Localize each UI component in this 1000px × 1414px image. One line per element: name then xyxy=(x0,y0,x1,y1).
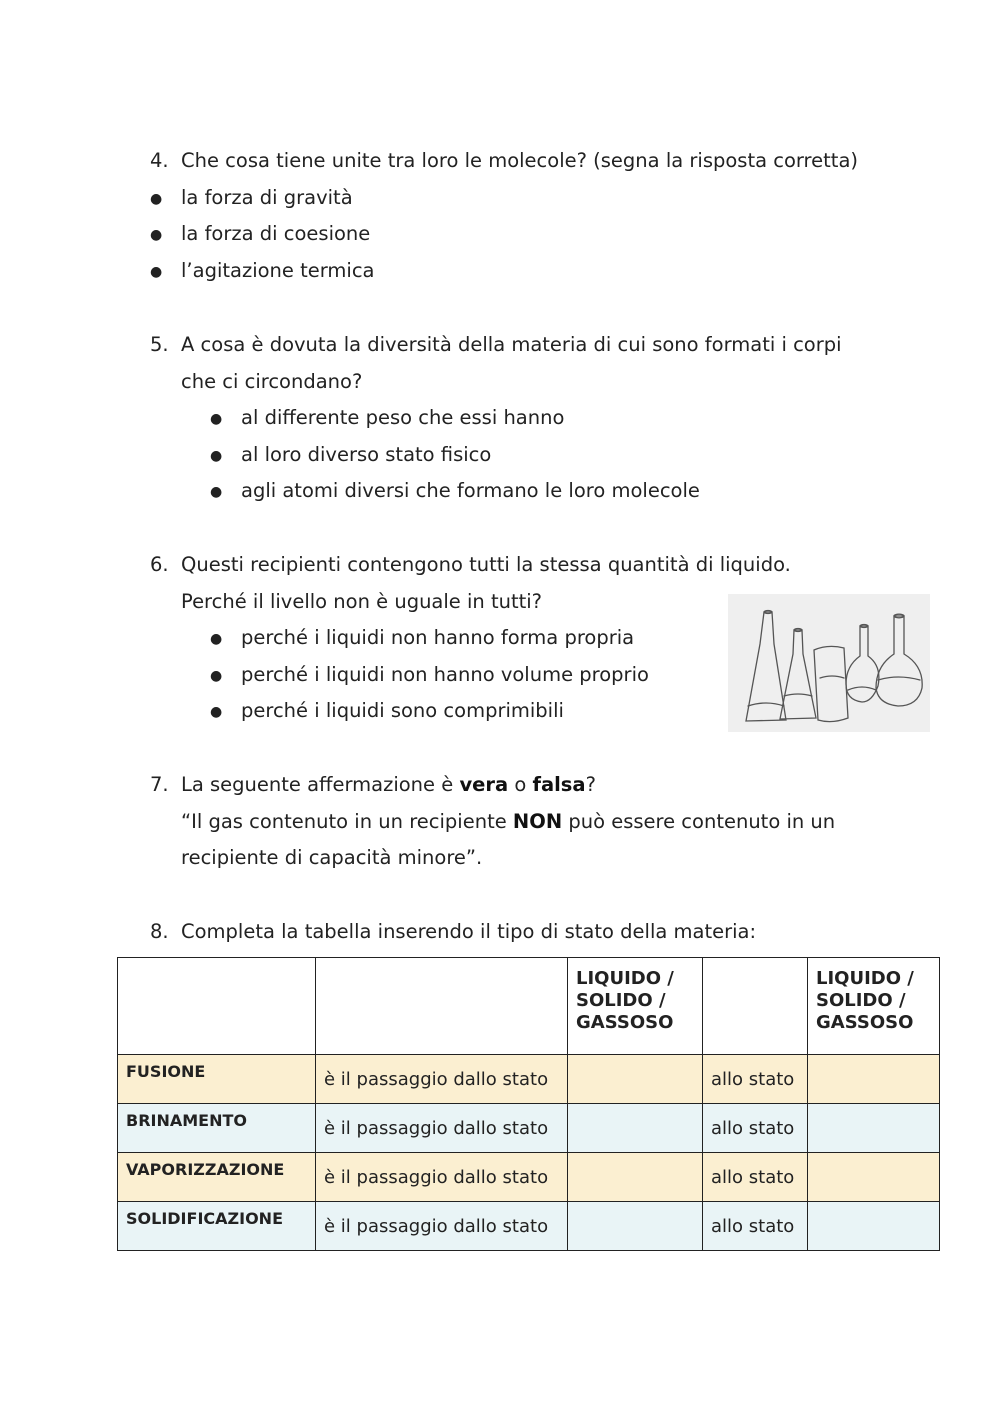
answer-from-input[interactable] xyxy=(568,1202,703,1251)
phrase-from: è il passaggio dallo stato xyxy=(316,1153,568,1202)
term-brinamento: BRINAMENTO xyxy=(118,1104,316,1153)
question-4 xyxy=(150,143,910,289)
flasks-sketch-icon xyxy=(728,594,930,732)
question-number: 5. xyxy=(150,333,169,356)
header-to-state: LIQUIDO / SOLIDO / GASSOSO xyxy=(808,958,940,1055)
bullet-icon: ● xyxy=(150,190,163,207)
option[interactable]: ● perché i liquidi non hanno volume proprio xyxy=(150,657,910,694)
option[interactable]: ● l’agitazione termica xyxy=(150,253,910,290)
bullet-icon: ● xyxy=(210,631,223,647)
answer-to-input[interactable] xyxy=(808,1104,940,1153)
question-7: 7. La seguente affermazione è vera o falsa? “Il gas contenuto in un recipiente NON può essere contenuto in un recipiente di capacità minore”. xyxy=(150,767,910,877)
table-row xyxy=(118,1153,940,1202)
bullet-icon: ● xyxy=(210,667,223,684)
non-word: NON xyxy=(512,809,563,833)
term-solidificazione: SOLIDIFICAZIONE xyxy=(118,1202,316,1251)
phrase-to: allo stato xyxy=(703,1055,808,1104)
bullet-icon: ● xyxy=(210,411,223,427)
question-text-continued: Perché il livello non è uguale in tutti? xyxy=(181,589,543,613)
question-number: 6. xyxy=(150,553,169,576)
question-text: Completa la tabella inserendo il tipo di stato della materia: xyxy=(181,920,757,943)
bullet-icon: ● xyxy=(150,263,163,280)
phrase-from: è il passaggio dallo stato xyxy=(316,1202,568,1251)
question-text-continued: che ci circondano? xyxy=(181,369,363,393)
vera-word: vera xyxy=(459,773,509,796)
question-text: Questi recipienti contengono tutti la stessa quantità di liquido. xyxy=(181,553,791,576)
option[interactable]: ● al differente peso che essi hanno xyxy=(150,400,910,437)
header-cell-empty xyxy=(316,958,568,1055)
header-cell-empty xyxy=(118,958,316,1055)
question-number: 4. xyxy=(150,149,169,172)
statement-continued: recipiente di capacità minore”. xyxy=(181,846,483,869)
header-cell-empty xyxy=(703,958,808,1055)
bullet-icon: ● xyxy=(210,704,223,720)
term-fusione: FUSIONE xyxy=(118,1055,316,1104)
containers-illustration xyxy=(728,594,930,732)
table-header-row xyxy=(118,958,940,1055)
falsa-word: falsa xyxy=(532,773,586,796)
answer-to-input[interactable] xyxy=(808,1153,940,1202)
question-5 xyxy=(150,327,910,510)
header-from-state: LIQUIDO / SOLIDO / GASSOSO xyxy=(568,958,703,1055)
phrase-to: allo stato xyxy=(703,1104,808,1153)
question-text: A cosa è dovuta la diversità della materia di cui sono formati i corpi xyxy=(181,333,842,356)
question-number: 7. xyxy=(150,773,169,796)
answer-to-input[interactable] xyxy=(808,1055,940,1104)
phrase-from: è il passaggio dallo stato xyxy=(316,1055,568,1104)
option[interactable]: ● agli atomi diversi che formano le loro molecole xyxy=(150,473,910,510)
option[interactable]: ● perché i liquidi sono comprimibili xyxy=(150,693,910,730)
answer-from-input[interactable] xyxy=(568,1153,703,1202)
phrase-to: allo stato xyxy=(703,1153,808,1202)
states-table xyxy=(117,957,940,1251)
question-8 xyxy=(150,914,910,951)
answer-from-input[interactable] xyxy=(568,1055,703,1104)
option[interactable]: ● al loro diverso stato fisico xyxy=(150,437,910,474)
answer-from-input[interactable] xyxy=(568,1104,703,1153)
question-text: Che cosa tiene unite tra loro le molecole? (segna la risposta corretta) xyxy=(181,149,858,172)
table-row xyxy=(118,1055,940,1104)
bullet-icon: ● xyxy=(210,484,223,500)
question-number: 8. xyxy=(150,920,169,943)
bullet-icon: ● xyxy=(210,447,223,464)
phrase-to: allo stato xyxy=(703,1202,808,1251)
table-row xyxy=(118,1202,940,1251)
phrase-from: è il passaggio dallo stato xyxy=(316,1104,568,1153)
answer-to-input[interactable] xyxy=(808,1202,940,1251)
term-vaporizzazione: VAPORIZZAZIONE xyxy=(118,1153,316,1202)
option[interactable]: ● la forza di gravità xyxy=(150,180,910,217)
bullet-icon: ● xyxy=(150,227,163,243)
option[interactable]: ● la forza di coesione xyxy=(150,216,910,253)
table-row xyxy=(118,1104,940,1153)
option[interactable]: ● perché i liquidi non hanno forma propria xyxy=(150,620,910,657)
